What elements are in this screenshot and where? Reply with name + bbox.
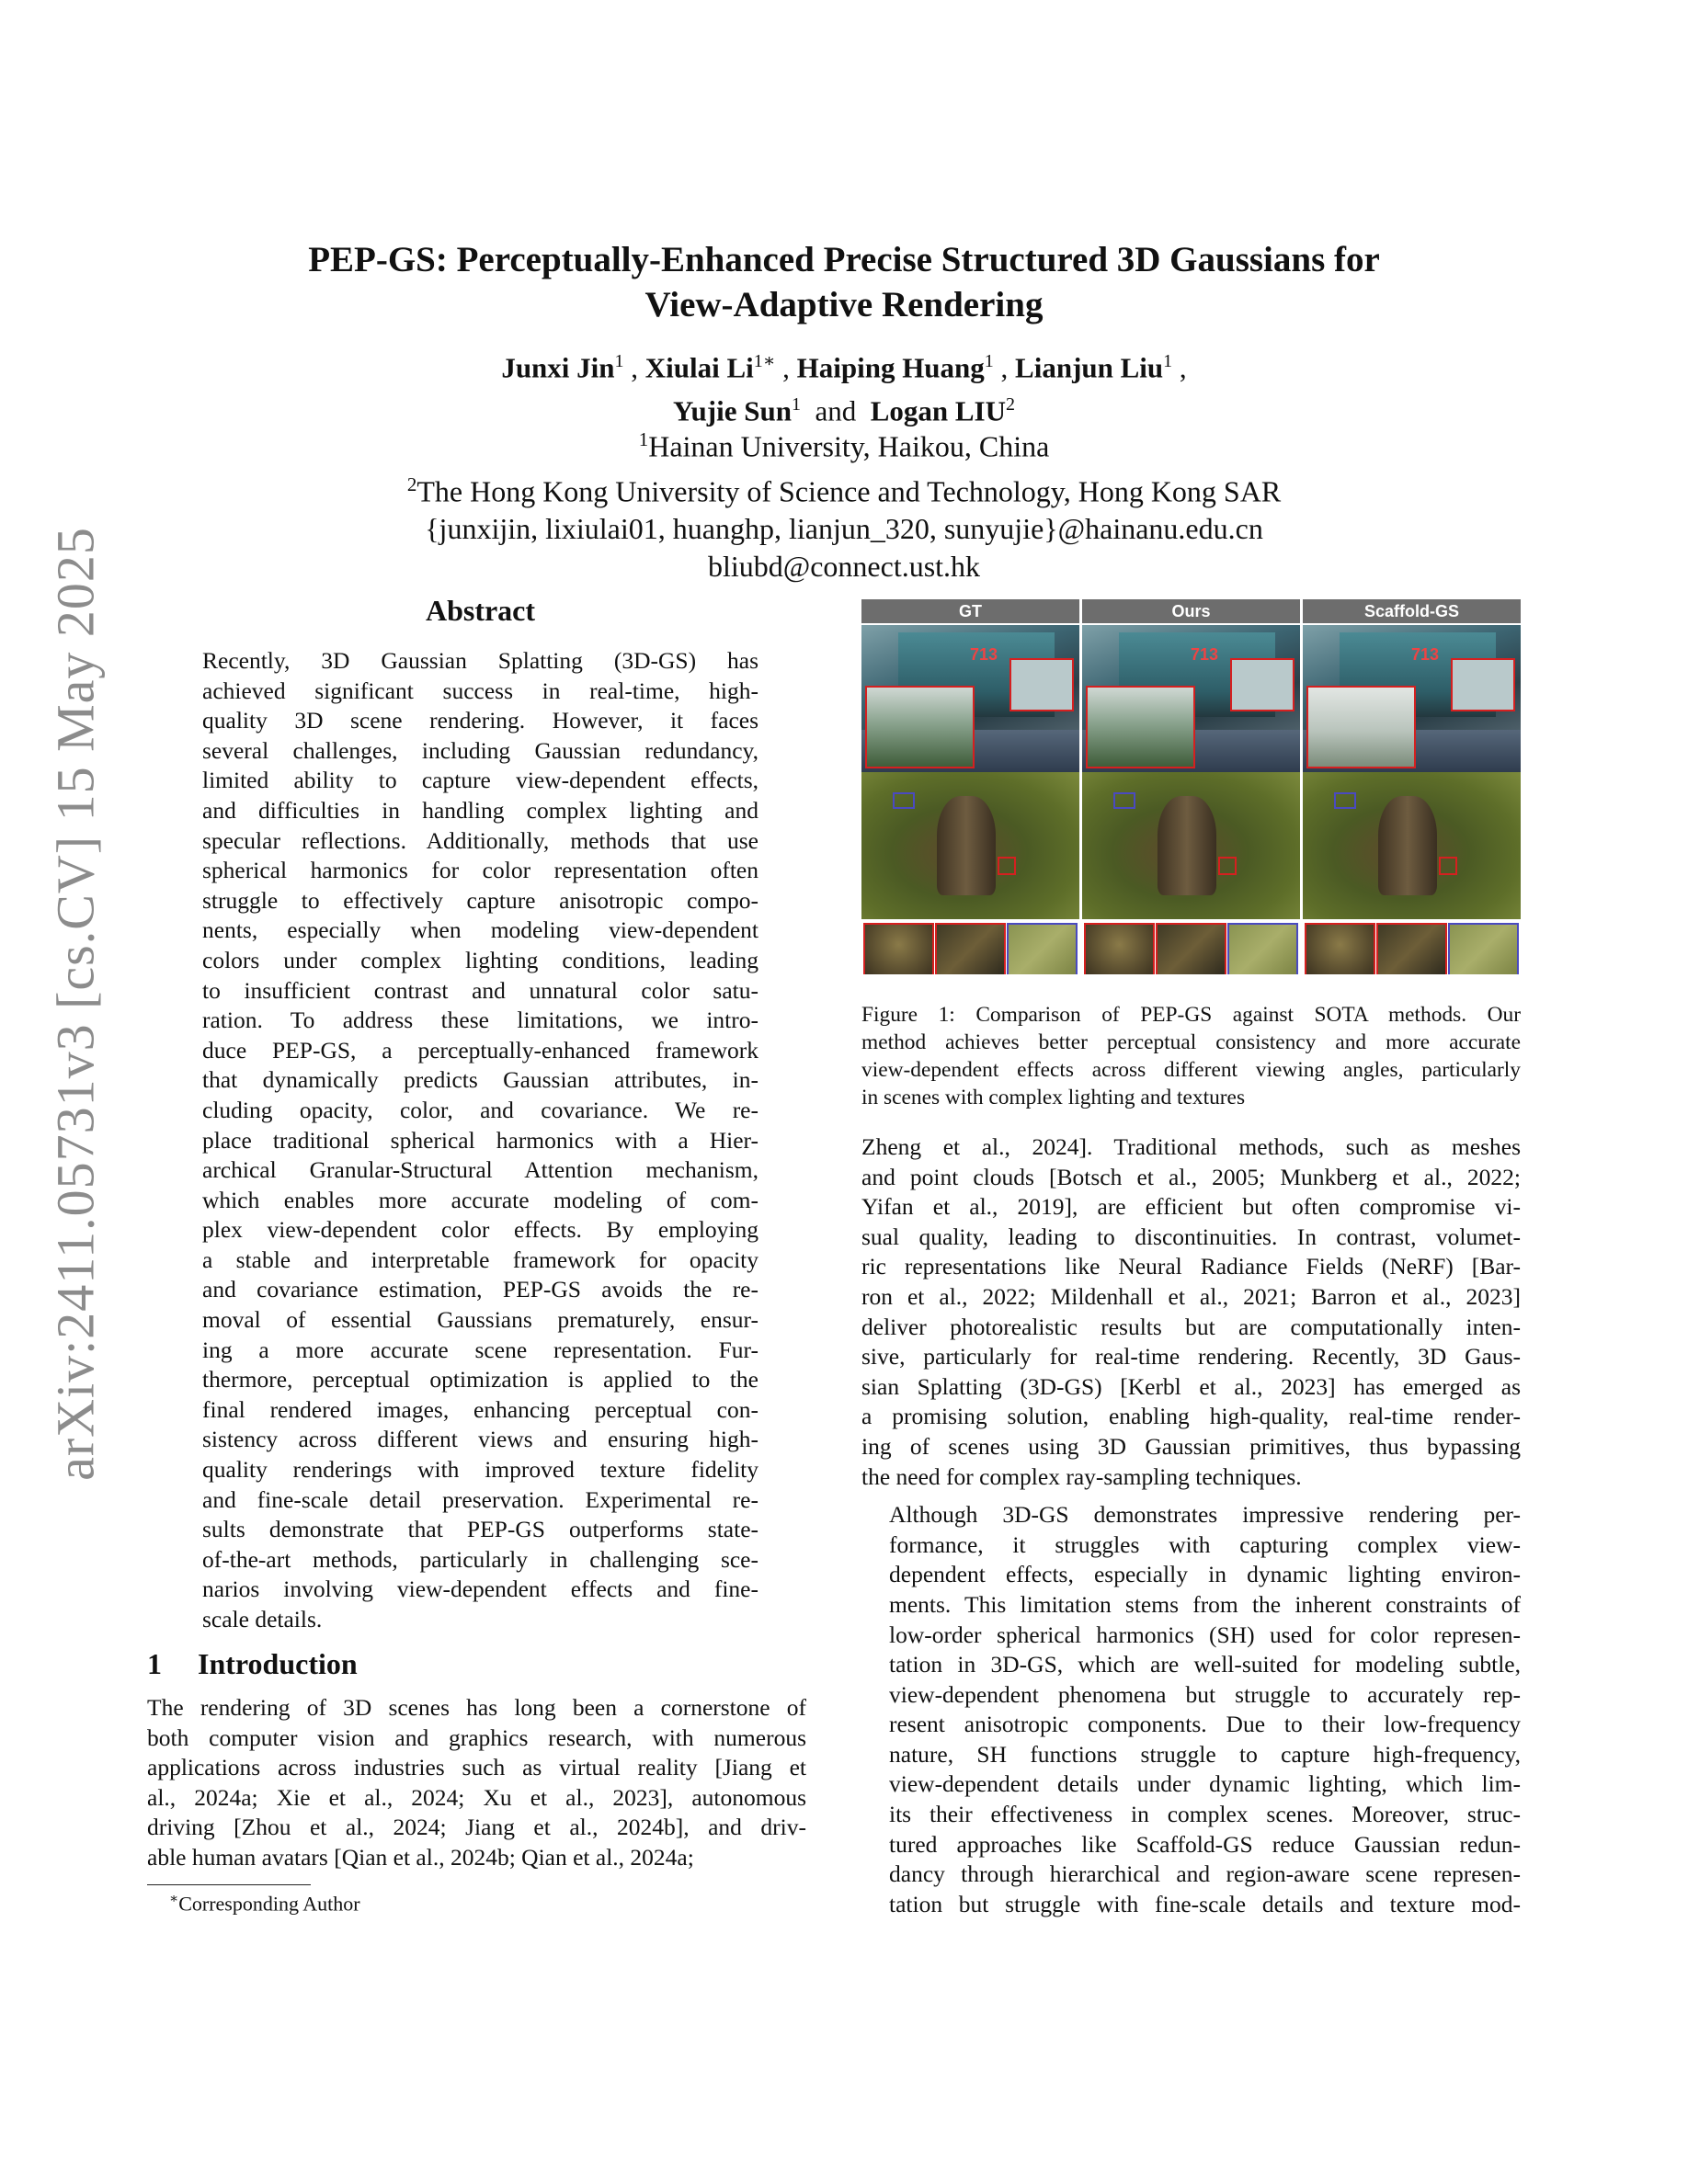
text-line: tation but struggle with fine-scale details and texture mod- [889,1890,1521,1917]
text-line: quality renderings with improved texture fidelity [202,1456,758,1484]
footnote-mark: ∗ [169,1892,179,1906]
text-line: sistency across different views and ensuring high- [202,1426,758,1453]
text-line: of-the-art methods, particularly in challenging sce- [202,1545,758,1573]
title-line: View-Adaptive Rendering [644,285,1044,324]
text-line: sian Splatting (3D-GS) [Kerbl et al., 2023] has emerged as [861,1372,1521,1400]
author-list [0,343,1688,430]
text-line: tation in 3D-GS, which are well-suited for modeling subtle, [889,1651,1521,1678]
text-line: formance, it struggles with capturing complex view- [889,1530,1521,1558]
text-line: Although 3D-GS demonstrates impressive rendering per- [889,1501,1521,1529]
zoom-thumbnails [1303,919,1521,974]
zoom-thumbnails [861,919,1079,974]
text-line: low-order spherical harmonics (SH) used for color represen- [889,1621,1521,1648]
text-line: nents, especially when modeling view-dependent [202,916,758,944]
zoom-thumbnail [863,923,934,974]
zoom-thumbnail [935,923,1006,974]
author-name: Xiulai Li [644,351,754,384]
text-line: the need for complex ray-sampling techniques. [861,1462,1302,1490]
zoom-marker-red [998,857,1016,875]
text-line: sual quality, leading to discontinuities. In contrast, volumet- [861,1223,1521,1250]
stump-shape [1158,796,1216,895]
zoom-thumbnail [1084,923,1155,974]
affil-mark: 1 [638,428,649,450]
text-line: view-dependent effects across different viewing angles, particularly [861,1058,1521,1082]
affiliation-text: The Hong Kong University of Science and Technology, Hong Kong SAR [416,474,1282,508]
figure-panel-gt [861,625,1079,974]
author-name: Lianjun Liu [1015,351,1164,384]
figure-1 [861,599,1521,974]
text-line: several challenges, including Gaussian redundancy, [202,736,758,764]
text-line: place traditional spherical harmonics with a Hier- [202,1126,758,1154]
figure-column-label: Ours [1082,599,1300,623]
author-affil-mark: 1 [984,351,994,371]
paragraph [861,1500,1521,1919]
text-line: ments. This limitation stems from the inherent constraints of [889,1590,1521,1618]
text-line: to insufficient contrast and unnatural color satu- [202,976,758,1004]
text-line: view-dependent phenomena but struggle to accurately rep- [889,1680,1521,1708]
text-line: ration. To address these limitations, we intro- [202,1007,758,1034]
abstract-heading: Abstract [425,594,536,627]
author-affil-mark: 2 [1006,394,1015,415]
affil-mark: 2 [406,472,417,495]
author-name: Haiping Huang [796,351,985,384]
author-affil-mark: 1 [1163,351,1173,371]
author-affil-mark: 1∗ [753,351,776,371]
text-line: tured approaches like Scaffold-GS reduce Gaussian redun- [889,1830,1521,1858]
zoom-inset-large [865,686,975,768]
section-heading-introduction [147,1647,358,1681]
paragraph [861,1132,1521,1492]
zoom-marker-blue [1113,792,1135,809]
author-and: and [815,394,857,427]
stump-scene-image [861,772,1079,919]
text-line: both computer vision and graphics research, with numerous [147,1723,806,1751]
zoom-inset-large [1086,686,1195,768]
train-scene-image [1082,625,1300,772]
train-scene-image [861,625,1079,772]
text-line: archical Granular-Structural Attention mechanism, [202,1156,758,1184]
author-separator: , [631,351,639,384]
section-number: 1 [147,1647,162,1680]
author-affil-mark: 1 [614,351,624,371]
text-line: al., 2024a; Xie et al., 2024; Xu et al., 2023], autonomous [147,1783,806,1811]
locomotive-number: 713 [1411,645,1440,664]
text-line: a stable and interpretable framework for opacity [202,1246,758,1273]
text-line: colors under complex lighting conditions, leading [202,946,758,973]
text-line: method achieves better perceptual consistency and more accurate [861,1030,1521,1054]
zoom-inset-small [1009,658,1074,711]
text-line: duce PEP-GS, a perceptually-enhanced framework [202,1036,758,1064]
footnote-text: Corresponding Author [178,1892,360,1916]
train-scene-image [1303,625,1521,772]
text-line: its their effectiveness in complex scenes. Moreover, struc- [889,1801,1521,1828]
text-line: ing a more accurate scene representation. Fur- [202,1336,758,1363]
text-line: Figure 1: Comparison of PEP-GS against SOTA methods. Our [861,1003,1521,1027]
text-line: able human avatars [Qian et al., 2024b; Qian et al., 2024a; [147,1843,694,1871]
text-line: deliver photorealistic results but are computationally inten- [861,1313,1521,1340]
text-line: moval of essential Gaussians prematurely, ensur- [202,1306,758,1334]
text-line: cluding opacity, color, and covariance. We re- [202,1096,758,1123]
zoom-inset-small [1230,658,1295,711]
text-line: quality 3D scene rendering. However, it faces [202,707,758,734]
author-separator: , [1179,351,1187,384]
text-line: sive, particularly for real-time rendering. Recently, 3D Gaus- [861,1343,1521,1371]
text-line: spherical harmonics for color representation often [202,857,758,884]
abstract-body [202,646,758,1635]
affiliation-line [0,421,1688,466]
text-line: Zheng et al., 2024]. Traditional methods, such as meshes [861,1133,1521,1160]
arxiv-stamp: arXiv:2411.05731v3 [cs.CV] 15 May 2025 [45,527,106,1481]
text-line: a promising solution, enabling high-quality, real-time render- [861,1403,1521,1430]
text-line: ric representations like Neural Radiance Fields (NeRF) [Bar- [861,1253,1521,1280]
text-line: narios involving view-dependent effects and fine- [202,1575,758,1603]
text-line: final rendered images, enhancing perceptual con- [202,1395,758,1423]
author-separator: , [782,351,790,384]
title-line: PEP-GS: Perceptually-Enhanced Precise Structured 3D Gaussians for [308,240,1380,279]
text-line: achieved significant success in real-time, high- [202,677,758,704]
text-line: plex view-dependent color effects. By employing [202,1216,758,1244]
zoom-marker-blue [893,792,915,809]
zoom-thumbnail [1305,923,1375,974]
text-line: ing of scenes using 3D Gaussian primitives, thus bypassing [861,1432,1521,1460]
text-line: Recently, 3D Gaussian Splatting (3D-GS) has [202,647,758,674]
text-line: which enables more accurate modeling of com- [202,1186,758,1213]
text-line: that dynamically predicts Gaussian attributes, in- [202,1066,758,1094]
text-line: applications across industries such as virtual reality [Jiang et [147,1754,806,1781]
zoom-thumbnail [1007,923,1078,974]
author-name: Yujie Sun [672,394,792,427]
footnote-rule [147,1884,311,1885]
zoom-marker-blue [1334,792,1356,809]
zoom-thumbnails [1082,919,1300,974]
email-line[interactable]: bliubd@connect.ust.hk [707,550,981,584]
stump-scene-image [1303,772,1521,919]
author-separator: , [1000,351,1009,384]
text-line: nature, SH functions struggle to capture high-frequency, [889,1740,1521,1768]
zoom-thumbnail [1376,923,1447,974]
text-line: limited ability to capture view-dependent effects, [202,767,758,794]
affiliation-text: Hainan University, Haikou, China [648,429,1050,463]
zoom-marker-red [1439,857,1457,875]
stump-scene-image [1082,772,1300,919]
figure-panel-ours [1082,625,1300,974]
stump-shape [1378,796,1437,895]
locomotive-number: 713 [970,645,998,664]
text-line: thermore, perceptual optimization is applied to the [202,1366,758,1393]
paper-title [0,237,1688,327]
text-line: The rendering of 3D scenes has long been a cornerstone of [147,1694,806,1721]
text-line: and difficulties in handling complex lighting and [202,796,758,824]
affiliation-line [0,466,1688,511]
text-line: view-dependent details under dynamic lighting, which lim- [889,1770,1521,1798]
author-affil-mark: 1 [791,394,801,415]
text-line: dancy through hierarchical and region-aware scene represen- [889,1860,1521,1888]
text-line: struggle to effectively capture anisotropic compo- [202,886,758,914]
figure-caption [861,1001,1521,1111]
author-name: Junxi Jin [501,351,615,384]
text-line: and fine-scale detail preservation. Experimental re- [202,1485,758,1513]
zoom-marker-red [1218,857,1237,875]
affiliations [0,421,1688,586]
stump-shape [937,796,996,895]
text-line: sults demonstrate that PEP-GS outperforms state- [202,1516,758,1543]
zoom-thumbnail [1227,923,1298,974]
text-line: scale details. [202,1606,323,1632]
author-name: Logan LIU [870,394,1006,427]
locomotive-number: 713 [1191,645,1219,664]
zoom-inset-small [1451,658,1515,711]
email-line[interactable]: {junxijin, lixiulai01, huanghp, lianjun_320, sunyujie}@hainanu.edu.cn [425,512,1263,546]
figure-column-label: Scaffold-GS [1303,599,1521,623]
author-line [0,343,1688,386]
text-line: ron et al., 2022; Mildenhall et al., 2021; Barron et al., 2023] [861,1282,1521,1310]
text-line: Yifan et al., 2019], are efficient but often compromise vi- [861,1193,1521,1221]
right-column-body [861,1132,1521,1919]
introduction-body [147,1693,806,1873]
text-line: driving [Zhou et al., 2024; Jiang et al., 2024b], and driv- [147,1814,806,1841]
text-line: in scenes with complex lighting and textures [861,1086,1246,1109]
figure-column-label: GT [861,599,1079,623]
figure-panel-scaffold-gs [1303,625,1521,974]
text-line: and covariance estimation, PEP-GS avoids the re- [202,1276,758,1303]
section-title: Introduction [198,1647,358,1680]
text-line: and point clouds [Botsch et al., 2005; Munkberg et al., 2022; [861,1163,1521,1190]
zoom-thumbnail [1448,923,1519,974]
zoom-thumbnail [1156,923,1226,974]
zoom-inset-large [1306,686,1416,768]
text-line: resent anisotropic components. Due to their low-frequency [889,1711,1521,1738]
text-line: specular reflections. Additionally, methods that use [202,826,758,854]
footnote [169,1890,360,1916]
text-line: dependent effects, especially in dynamic lighting environ- [889,1561,1521,1588]
